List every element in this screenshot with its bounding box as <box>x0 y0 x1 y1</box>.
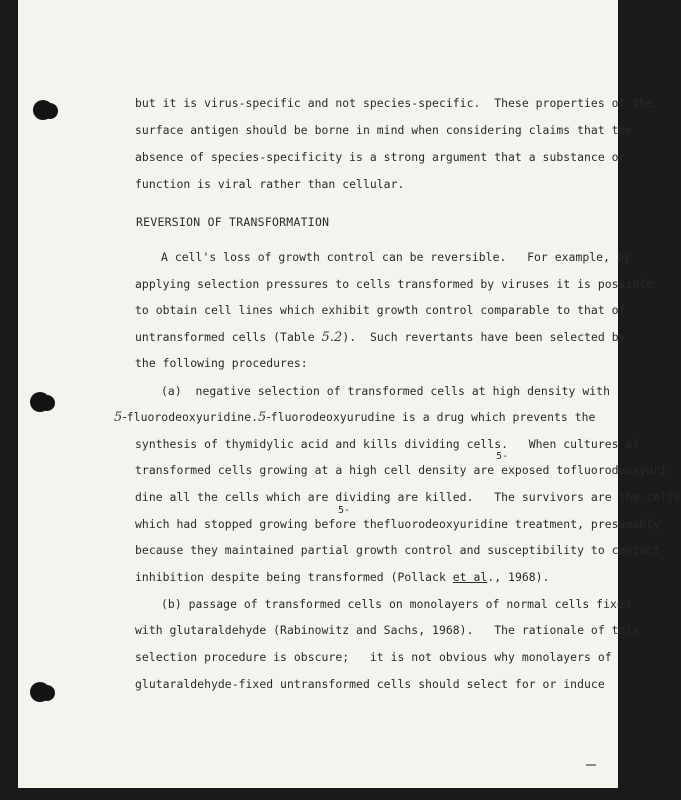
text-span: which had stopped growing before the <box>135 517 384 531</box>
text-span: fluorodeoxyuri- <box>570 463 674 477</box>
text-line: (a) negative selection of transformed cells at high density with <box>161 384 611 398</box>
text-line <box>114 410 595 425</box>
handwritten-table-number: 5.2 <box>321 330 343 345</box>
text-line <box>135 330 626 345</box>
text-span: untransformed cells (Table <box>135 330 322 344</box>
text-line <box>135 517 660 531</box>
punch-hole-top <box>33 100 53 120</box>
text-line: selection procedure is obscure; it is not obvious why monolayers of <box>135 650 612 664</box>
handwritten-prefix: 5- <box>114 410 127 425</box>
handwritten-superscript: 5- <box>338 505 351 516</box>
underlined-et-al: et al <box>452 570 488 584</box>
punch-hole-bottom <box>30 682 50 702</box>
handwritten-superscript: 5- <box>496 451 509 462</box>
text-line <box>135 463 674 477</box>
text-line: with glutaraldehyde (Rabinowitz and Sachs, 1968). The rationale of this <box>135 623 640 637</box>
text-line: but it is virus-specific and not species-specific. These properties of the <box>135 96 654 110</box>
text-line: absence of species-specificity is a strong argument that a substance or <box>135 150 626 164</box>
text-line: (b) passage of transformed cells on monolayers of normal cells fixed <box>161 597 631 611</box>
text-line <box>135 570 549 584</box>
section-heading: REVERSION OF TRANSFORMATION <box>136 215 330 229</box>
text-line: applying selection pressures to cells transformed by viruses it is possible <box>135 277 654 291</box>
punch-hole-middle <box>30 392 50 412</box>
text-line: surface antigen should be borne in mind when considering claims that the <box>135 123 633 137</box>
text-line: because they maintained partial growth control and susceptibility to contact <box>135 543 660 557</box>
text-span: ., 1968). <box>487 570 550 584</box>
text-span: fluorodeoxyurudine is a drug which prevents the <box>270 410 596 424</box>
text-span: inhibition despite being transformed (Pollack <box>135 570 453 584</box>
text-span: transformed cells growing at a high cell density are exposed to <box>135 463 571 477</box>
page-corner-mark <box>586 764 596 766</box>
text-line: synthesis of thymidylic acid and kills dividing cells. When cultures of <box>135 437 640 451</box>
text-span: fluorodeoxyuridine. <box>126 410 259 424</box>
text-line: to obtain cell lines which exhibit growth control comparable to that of <box>135 303 626 317</box>
text-line: dine all the cells which are dividing are killed. The survivors are the cells <box>135 490 681 504</box>
handwritten-prefix: 5- <box>258 410 271 425</box>
text-span: fluorodeoxyuridine treatment, presumably <box>383 517 660 531</box>
document-page <box>18 0 681 788</box>
text-line: function is viral rather than cellular. <box>135 177 405 191</box>
text-span: ). Such revertants have been selected by <box>342 330 626 344</box>
text-line: the following procedures: <box>135 356 308 370</box>
text-line: A cell's loss of growth control can be reversible. For example, by <box>161 250 631 264</box>
text-line: glutaraldehyde-fixed untransformed cells should select for or induce <box>135 677 605 691</box>
